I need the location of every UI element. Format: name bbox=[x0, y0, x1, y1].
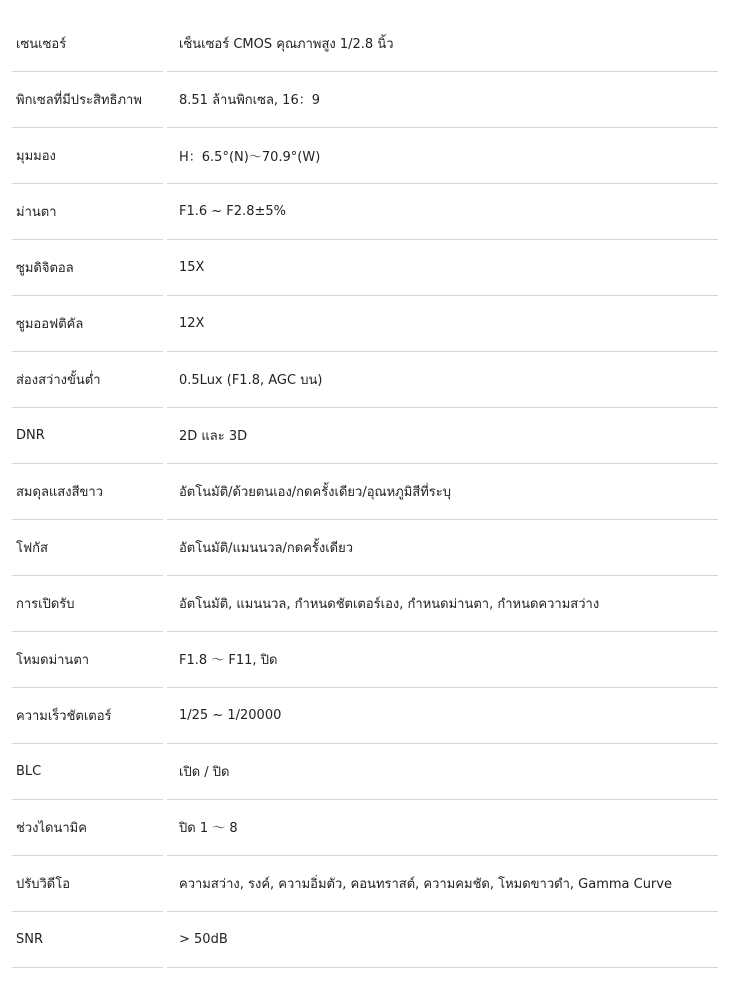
spec-value: ปิด 1 ～ 8 bbox=[167, 800, 718, 856]
spec-value: เปิด / ปิด bbox=[167, 744, 718, 800]
spec-value: 1/25 ~ 1/20000 bbox=[167, 688, 718, 744]
spec-label: ความเร็วชัตเตอร์ bbox=[12, 688, 163, 744]
spec-label: โหมดม่านตา bbox=[12, 632, 163, 688]
spec-label: ส่องสว่างขั้นต่ำ bbox=[12, 352, 163, 408]
spec-row bbox=[12, 128, 718, 184]
spec-value: อัตโนมัติ, แมนนวล, กำหนดชัตเตอร์เอง, กำหนดม่านตา, กำหนดความสว่าง bbox=[167, 576, 718, 632]
spec-value: ความสว่าง, รงค์, ความอิ่มตัว, คอนทราสต์, ความคมชัด, โหมดขาวดำ, Gamma Curve bbox=[167, 856, 718, 912]
spec-row bbox=[12, 16, 718, 72]
spec-value: 8.51 ล้านพิกเซล, 16：9 bbox=[167, 72, 718, 128]
spec-value: อัตโนมัติ/ด้วยตนเอง/กดครั้งเดียว/อุณหภูมิสีที่ระบุ bbox=[167, 464, 718, 520]
spec-label: ม่านตา bbox=[12, 184, 163, 240]
spec-value: H：6.5°(N)～70.9°(W) bbox=[167, 128, 718, 184]
spec-value: F1.8 ～ F11, ปิด bbox=[167, 632, 718, 688]
spec-label: การเปิดรับ bbox=[12, 576, 163, 632]
spec-row bbox=[12, 352, 718, 408]
spec-value: 0.5Lux (F1.8, AGC บน) bbox=[167, 352, 718, 408]
spec-label: สมดุลแสงสีขาว bbox=[12, 464, 163, 520]
spec-row bbox=[12, 632, 718, 688]
spec-label: SNR bbox=[12, 912, 163, 968]
spec-label: ซูมออฟติคัล bbox=[12, 296, 163, 352]
spec-value: 12X bbox=[167, 296, 718, 352]
spec-value: 15X bbox=[167, 240, 718, 296]
spec-row bbox=[12, 464, 718, 520]
spec-row bbox=[12, 688, 718, 744]
spec-label: ซูมดิจิตอล bbox=[12, 240, 163, 296]
spec-label: เซนเซอร์ bbox=[12, 16, 163, 72]
spec-row bbox=[12, 240, 718, 296]
spec-row bbox=[12, 72, 718, 128]
spec-row bbox=[12, 800, 718, 856]
spec-label: ปรับวิดีโอ bbox=[12, 856, 163, 912]
spec-value: 2D และ 3D bbox=[167, 408, 718, 464]
spec-row bbox=[12, 744, 718, 800]
spec-row bbox=[12, 856, 718, 912]
spec-row bbox=[12, 184, 718, 240]
spec-label: โฟกัส bbox=[12, 520, 163, 576]
spec-value: เซ็นเซอร์ CMOS คุณภาพสูง 1/2.8 นิ้ว bbox=[167, 16, 718, 72]
spec-row bbox=[12, 576, 718, 632]
spec-row bbox=[12, 520, 718, 576]
spec-value: อัตโนมัติ/แมนนวล/กดครั้งเดียว bbox=[167, 520, 718, 576]
spec-row bbox=[12, 912, 718, 968]
spec-label: BLC bbox=[12, 744, 163, 800]
spec-row bbox=[12, 408, 718, 464]
spec-label: มุมมอง bbox=[12, 128, 163, 184]
spec-label: พิกเซลที่มีประสิทธิภาพ bbox=[12, 72, 163, 128]
spec-table bbox=[12, 16, 718, 968]
spec-value: > 50dB bbox=[167, 912, 718, 968]
spec-row bbox=[12, 296, 718, 352]
spec-value: F1.6 ~ F2.8±5% bbox=[167, 184, 718, 240]
spec-label: ช่วงไดนามิค bbox=[12, 800, 163, 856]
spec-label: DNR bbox=[12, 408, 163, 464]
